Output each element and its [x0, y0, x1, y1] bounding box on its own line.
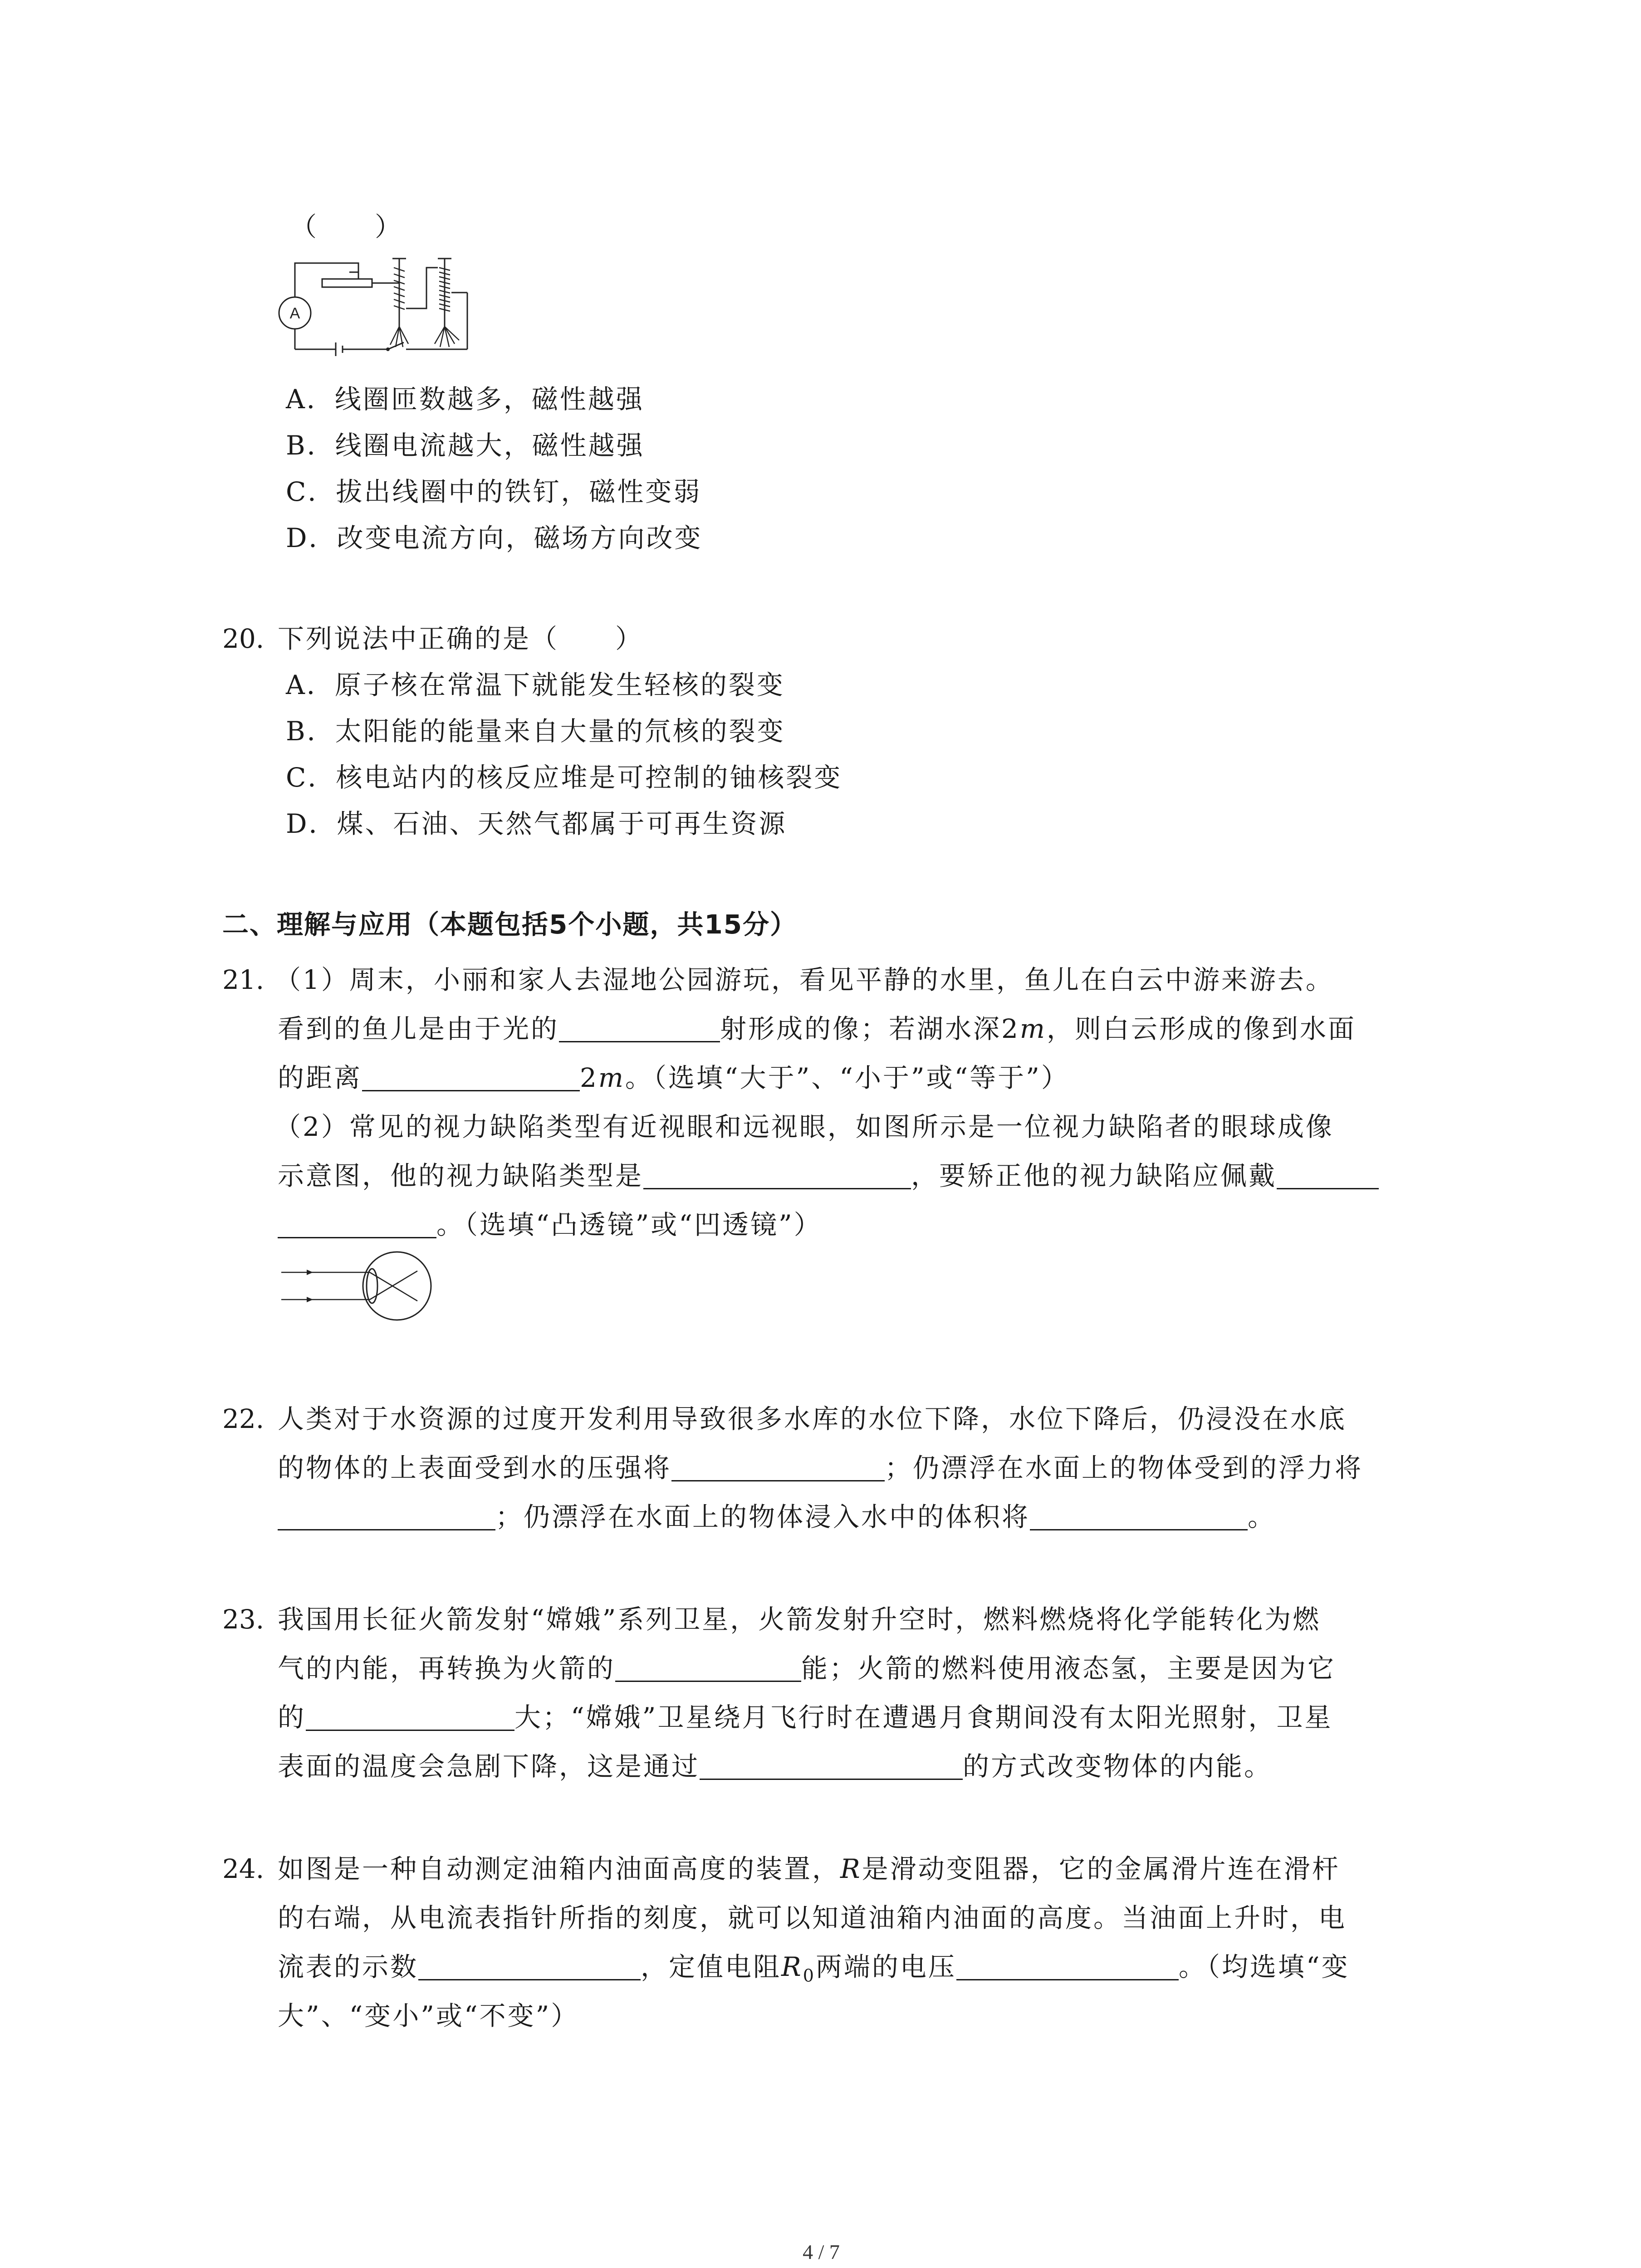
q23-line4: 表面的温度会急剧下降，这是通过 的方式改变物体的内能。: [278, 1751, 1273, 1782]
q20-option-d: D．煤、石油、天然气都属于可再生资源: [286, 808, 787, 839]
q22-line3: ；仍漂浮在水面上的物体浸入水中的体积将 。: [278, 1499, 1276, 1535]
q23-line2: 气的内能，再转换为火箭的 能；火箭的燃料使用液态氢，主要是因为它: [278, 1653, 1336, 1684]
electromagnet-circuit-figure: [277, 254, 476, 363]
q22-line1: 人类对于水资源的过度开发利用导致很多水库的水位下降，水位下降后，仍浸没在水底: [278, 1403, 1347, 1434]
q24-number: 24.: [222, 1853, 265, 1884]
q21-part1-line3: 的距离 2m。（选填“大于”、“小于”或“等于”）: [278, 1062, 1069, 1093]
q24-line2: 的右端，从电流表指针所指的刻度，就可以知道油箱内油面的高度。当油面上升时，电: [278, 1902, 1347, 1933]
answer-blank[interactable]: [643, 1163, 911, 1189]
answer-blank[interactable]: [1030, 1504, 1248, 1530]
q21-part2-line2: 示意图，他的视力缺陷类型是 ，要矫正他的视力缺陷应佩戴: [278, 1158, 1379, 1194]
q20-stem: 下列说法中正确的是（ ）: [278, 623, 644, 654]
answer-blank[interactable]: [418, 1954, 641, 1980]
q19-option-d: D．改变电流方向，磁场方向改变: [286, 523, 703, 553]
answer-blank[interactable]: [362, 1065, 580, 1091]
section-2-heading: 二、理解与应用（本题包括5个小题，共15分）: [222, 909, 798, 940]
answer-blank[interactable]: [559, 1016, 720, 1042]
q20-option-a: A．原子核在常温下就能发生轻核的裂变: [286, 670, 785, 700]
answer-blank[interactable]: [278, 1212, 436, 1238]
q24-line3: 流表的示数 ，定值电阻$R_0$两端的电压 。（均选填“变: [278, 1951, 1350, 1986]
answer-blank[interactable]: [1277, 1163, 1379, 1189]
q20-number: 20.: [222, 623, 265, 654]
q22-number: 22.: [222, 1403, 265, 1434]
q19-option-b: B．线圈电流越大，磁性越强: [286, 430, 645, 461]
q23-line3: 的 大；“嫦娥”卫星绕月飞行时在遭遇月食期间没有太阳光照射，卫星: [278, 1702, 1333, 1733]
q20-option-c: C．核电站内的核反应堆是可控制的铀核裂变: [286, 762, 843, 793]
answer-blank[interactable]: [671, 1455, 885, 1481]
page-number: 4 / 7: [803, 2240, 840, 2263]
q21-part2-line1: （2）常见的视力缺陷类型有近视眼和远视眼，如图所示是一位视力缺陷者的眼球成像: [274, 1111, 1334, 1142]
answer-blank[interactable]: [700, 1753, 963, 1780]
q23-line1: 我国用长征火箭发射“嫦娥”系列卫星，火箭发射升空时，燃料燃烧将化学能转化为燃: [278, 1604, 1321, 1635]
q23-number: 23.: [222, 1604, 265, 1635]
q24-line4: 大”、“变小”或“不变”）: [278, 2000, 579, 2031]
q19-answer-bracket: （ ）: [290, 211, 403, 242]
q21-part1-line1: （1）周末，小丽和家人去湿地公园游玩，看见平静的水里，鱼儿在白云中游来游去。: [274, 964, 1334, 995]
answer-blank[interactable]: [306, 1704, 514, 1731]
q21-part2-line3: 。（选填“凸透镜”或“凹透镜”）: [278, 1207, 822, 1243]
q19-option-c: C．拔出线圈中的铁钉，磁性变弱: [286, 476, 702, 507]
answer-blank[interactable]: [956, 1954, 1179, 1980]
q19-option-a: A．线圈匝数越多，磁性越强: [286, 384, 644, 415]
q22-line2: 的物体的上表面受到水的压强将 ；仍漂浮在水面上的物体受到的浮力将: [278, 1452, 1363, 1483]
q20-option-b: B．太阳能的能量来自大量的氘核的裂变: [286, 716, 785, 747]
answer-blank[interactable]: [278, 1504, 495, 1530]
q21-number: 21.: [222, 964, 265, 995]
ammeter-label: A: [289, 305, 300, 322]
answer-blank[interactable]: [615, 1655, 801, 1682]
eye-imaging-diagram: [277, 1247, 440, 1325]
q21-part1-line2: 看到的鱼儿是由于光的 射形成的像；若湖水深2m，则白云形成的像到水面: [278, 1013, 1356, 1044]
q24-line1: 如图是一种自动测定油箱内油面高度的装置，R是滑动变阻器，它的金属滑片连在滑杆: [278, 1853, 1340, 1884]
